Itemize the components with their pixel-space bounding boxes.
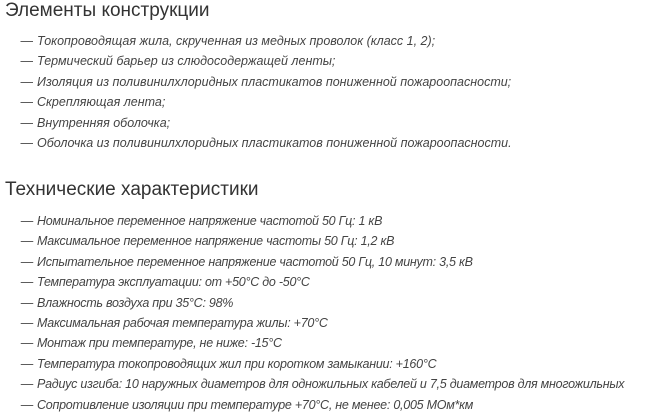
list-item [0, 133, 512, 153]
list-item [0, 211, 624, 231]
dash-bullet: — [20, 315, 33, 330]
list-item-text: Сопротивление изоляции при температуре +70°С, не менее: 0,005 МОм*км [37, 397, 474, 412]
list-item-text: Токопроводящая жила, скрученная из медных проволок (класс 1, 2); [37, 34, 436, 48]
dash-bullet: — [20, 377, 33, 392]
dash-bullet: — [20, 54, 33, 69]
list-item [0, 231, 624, 251]
dash-bullet: — [20, 74, 33, 89]
list-item [0, 272, 624, 292]
construction-elements-list [0, 31, 512, 153]
dash-bullet: — [20, 234, 33, 249]
list-item-text: Максимальное переменное напряжение частоты 50 Гц: 1,2 кВ [37, 234, 395, 249]
list-item [0, 293, 624, 313]
dash-bullet: — [20, 135, 33, 150]
dash-bullet: — [20, 275, 33, 290]
dash-bullet: — [20, 254, 33, 269]
list-item [0, 354, 624, 374]
list-item [0, 31, 512, 51]
dash-bullet: — [20, 295, 33, 310]
list-item-text: Радиус изгиба: 10 наружных диаметров для одножильных кабелей и 7,5 диаметров для многожильных [37, 377, 625, 392]
dash-bullet: — [20, 397, 33, 412]
construction-elements-heading: Элементы конструкции [5, 0, 210, 21]
dash-bullet: — [20, 115, 33, 130]
technical-specs-heading: Технические характеристики [5, 179, 259, 200]
technical-specs-list [0, 211, 624, 415]
list-item [0, 333, 624, 353]
list-item [0, 72, 512, 92]
list-item-text: Испытательное переменное напряжение частотой 50 Гц, 10 минут: 3,5 кВ [37, 254, 473, 269]
list-item-text: Температура эксплуатации: от +50°С до -50°С [37, 275, 310, 290]
list-item [0, 92, 512, 112]
list-item [0, 252, 624, 272]
list-item-text: Внутренняя оболочка; [37, 115, 171, 130]
list-item-text: Номинальное переменное напряжение частотой 50 Гц: 1 кВ [37, 214, 383, 228]
list-item-text: Максимальная рабочая температура жилы: +70°С [37, 315, 328, 330]
dash-bullet: — [20, 34, 33, 48]
list-item-text: Изоляция из поливинилхлоридных пластикатов пониженной пожароопасности; [37, 74, 512, 89]
list-item-text: Оболочка из поливинилхлоридных пластикатов пониженной пожароопасности. [37, 135, 512, 150]
list-item-text: Температура токопроводящих жил при коротком замыкании: +160°С [37, 356, 437, 371]
list-item-text: Термический барьер из слюдосодержащей ленты; [37, 54, 336, 69]
list-item-text: Влажность воздуха при 35°С: 98% [37, 295, 234, 310]
dash-bullet: — [20, 336, 33, 351]
list-item [0, 313, 624, 333]
list-item [0, 113, 512, 133]
dash-bullet: — [20, 214, 33, 228]
list-item-text: Скрепляющая лента; [37, 95, 166, 110]
list-item [0, 51, 512, 71]
list-item-text: Монтаж при температуре, не ниже: -15°С [37, 336, 282, 351]
list-item [0, 395, 624, 415]
dash-bullet: — [20, 95, 33, 110]
dash-bullet: — [20, 356, 33, 371]
list-item [0, 374, 624, 394]
